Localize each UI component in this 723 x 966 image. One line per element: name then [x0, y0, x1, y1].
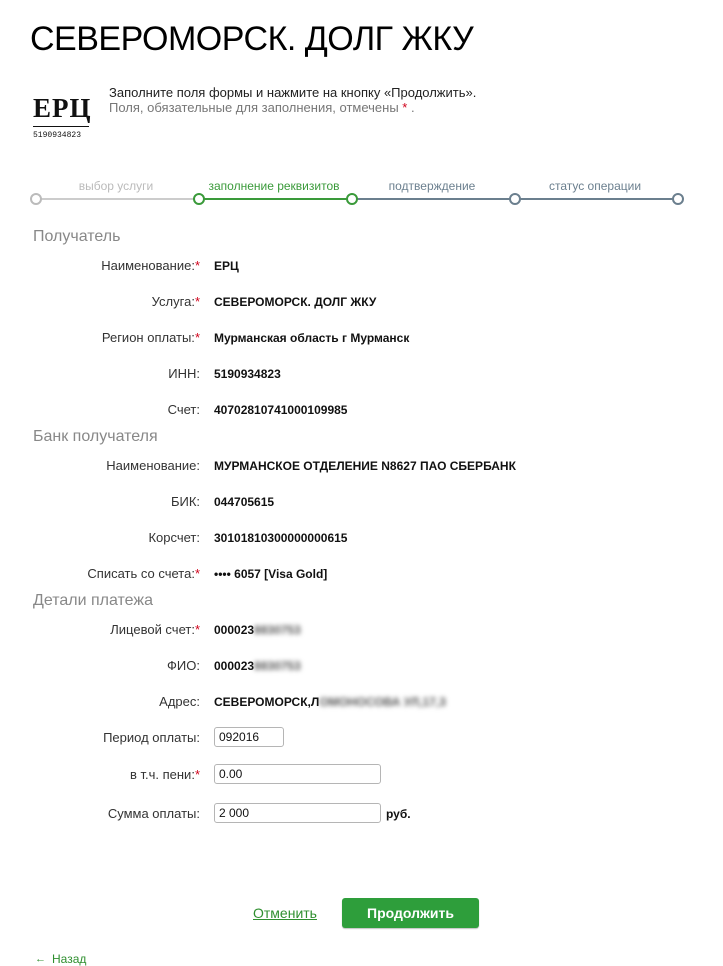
step-dot-2	[193, 193, 205, 205]
payment-period-input[interactable]	[214, 727, 284, 747]
payment-period-label: Период оплаты:	[103, 730, 200, 745]
penalty-label: в т.ч. пени:*	[129, 767, 200, 782]
instruction-line-2: Поля, обязательные для заполнения, отмечены * .	[109, 100, 415, 115]
required-star: *	[194, 294, 200, 309]
currency-unit: руб.	[386, 807, 411, 821]
page-title: СЕВЕРОМОРСК. ДОЛГ ЖКУ	[30, 20, 474, 58]
blurred-text: 8830753	[254, 659, 301, 673]
debit-account-label: Списать со счета:*	[87, 566, 200, 581]
personal-account-value: 0000238830753	[214, 623, 301, 637]
logo-text: ЕРЦ	[33, 93, 92, 123]
recipient-name-label: Наименование:*	[101, 258, 200, 273]
ercc-logo	[33, 93, 93, 140]
step-line-2	[200, 198, 352, 200]
payment-region-value: Мурманская область г Мурманск	[214, 331, 410, 345]
required-star: *	[402, 100, 408, 115]
section-recipient-title: Получатель	[33, 228, 121, 245]
inn-label: ИНН:	[168, 366, 200, 381]
debit-account-value[interactable]: •••• 6057 [Visa Gold]	[214, 567, 328, 581]
step-label-confirmation: подтверждение	[388, 179, 476, 193]
required-star: *	[194, 622, 200, 637]
address-value: СЕВЕРОМОРСК,ЛОМОНОСОВА УЛ,17,3	[214, 695, 446, 709]
penalty-input[interactable]	[214, 764, 381, 784]
service-value: СЕВЕРОМОРСК. ДОЛГ ЖКУ	[214, 295, 377, 309]
recipient-name-value: ЕРЦ	[214, 259, 239, 273]
step-dot-5	[672, 193, 684, 205]
back-arrow-icon: ←	[35, 953, 46, 965]
required-star: *	[194, 330, 200, 345]
logo-number: 5190934823	[33, 131, 82, 140]
logo-divider	[33, 126, 89, 127]
blurred-text: ОМОНОСОВА УЛ,17,3	[319, 695, 446, 709]
personal-account-label: Лицевой счет:*	[110, 622, 200, 637]
account-label: Счет:	[167, 402, 200, 417]
bank-name-label: Наименование:	[106, 458, 200, 473]
fio-label: ФИО:	[167, 658, 200, 673]
step-label-fill-details: заполнение реквизитов	[208, 179, 340, 193]
form-instructions	[109, 85, 476, 115]
section-details-title: Детали платежа	[33, 592, 153, 609]
account-value: 40702810741000109985	[214, 403, 348, 417]
required-star: *	[194, 258, 200, 273]
step-dot-3	[346, 193, 358, 205]
cancel-link[interactable]: Отменить	[253, 905, 317, 921]
address-label: Адрес:	[159, 694, 200, 709]
step-line-1	[38, 198, 198, 200]
inn-value: 5190934823	[214, 367, 281, 381]
back-link[interactable]: Назад	[52, 952, 87, 966]
payment-amount-input[interactable]	[214, 803, 381, 823]
bik-value: 044705615	[214, 495, 275, 509]
bank-name-value: МУРМАНСКОЕ ОТДЕЛЕНИЕ N8627 ПАО СБЕРБАНК	[214, 459, 516, 473]
section-bank-title: Банк получателя	[33, 428, 158, 445]
required-star: *	[194, 767, 200, 782]
step-label-status: статус операции	[548, 179, 642, 193]
corr-account-value: 30101810300000000615	[214, 531, 348, 545]
corr-account-label: Корсчет:	[148, 530, 200, 545]
continue-button[interactable]: Продолжить	[342, 898, 479, 928]
payment-amount-label: Сумма оплаты:	[107, 806, 200, 821]
required-star: *	[194, 566, 200, 581]
fio-value: 0000238830753	[214, 659, 301, 673]
instruction-line-1: Заполните поля формы и нажмите на кнопку «Продолжить».	[109, 85, 477, 100]
blurred-text: 8830753	[254, 623, 301, 637]
step-dot-1	[30, 193, 42, 205]
bik-label: БИК:	[170, 494, 200, 509]
payment-region-label: Регион оплаты:*	[101, 330, 200, 345]
step-dot-4	[509, 193, 521, 205]
step-label-select-service: выбор услуги	[78, 179, 154, 193]
service-label: Услуга:*	[151, 294, 200, 309]
